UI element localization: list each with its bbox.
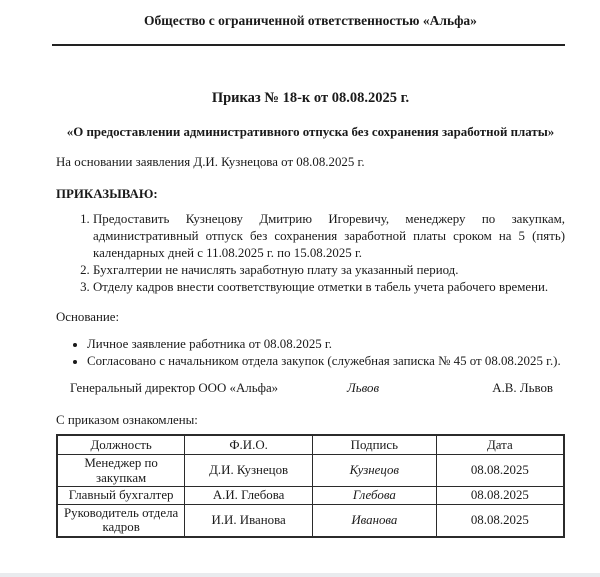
- cell-position: Руководитель отдела кадров: [57, 504, 185, 537]
- col-header-name: Ф.И.О.: [185, 435, 313, 455]
- cell-signature: Иванова: [313, 504, 437, 537]
- grounds-item-2: • Согласовано с начальником отдела закупок (служебная записка № 45 от 08.08.2025 г.).: [87, 353, 565, 370]
- col-header-signature: Подпись: [313, 435, 437, 455]
- table-row: [57, 487, 564, 505]
- director-name: А.В. Львов: [492, 381, 553, 395]
- col-header-position: Должность: [57, 435, 185, 455]
- cell-name: И.И. Иванова: [185, 504, 313, 537]
- cell-signature: Кузнецов: [313, 455, 437, 487]
- order-item-1: 1. Предоставить Кузнецову Дмитрию Игоревичу, менеджеру по закупкам, административный отпуск без сохранения заработной платы сроком на 5 (пять) календарных дней с 11.08.2025 г. по 15.08.2025 г.: [93, 211, 565, 262]
- table-row: [57, 455, 564, 487]
- order-item-3: 3. Отделу кадров внести соответствующие отметки в табель учета рабочего времени.: [93, 279, 565, 296]
- table-row: [57, 504, 564, 537]
- acknowledged-label: С приказом ознакомлены:: [56, 413, 198, 427]
- cell-name: Д.И. Кузнецов: [185, 455, 313, 487]
- director-position: Генеральный директор ООО «Альфа»: [70, 381, 279, 395]
- grounds-list: [56, 336, 565, 370]
- order-keyword: ПРИКАЗЫВАЮ:: [56, 187, 158, 201]
- header-divider: [52, 44, 565, 46]
- order-subject: «О предоставлении административного отпуска без сохранения заработной платы»: [66, 125, 555, 139]
- table-header-row: [57, 435, 564, 455]
- col-header-date: Дата: [436, 435, 564, 455]
- basis-line: На основании заявления Д.И. Кузнецова от 08.08.2025 г.: [56, 155, 365, 169]
- director-signature-row: [56, 380, 565, 397]
- cell-date: 08.08.2025: [436, 504, 564, 537]
- order-items-list: [56, 211, 565, 296]
- company-title: Общество с ограниченной ответственностью «Альфа»: [144, 13, 477, 28]
- cell-date: 08.08.2025: [436, 487, 564, 505]
- cell-name: А.И. Глебова: [185, 487, 313, 505]
- grounds-item-1: • Личное заявление работника от 08.08.2025 г.: [87, 336, 565, 353]
- cell-signature: Глебова: [313, 487, 437, 505]
- acknowledgement-table: [56, 434, 565, 538]
- director-signature: Львов: [347, 381, 380, 395]
- cell-position: Главный бухгалтер: [57, 487, 185, 505]
- page-bottom-edge: [0, 573, 600, 577]
- grounds-label: Основание:: [56, 310, 120, 324]
- cell-date: 08.08.2025: [436, 455, 564, 487]
- order-title: Приказ № 18-к от 08.08.2025 г.: [211, 90, 410, 106]
- cell-position: Менеджер по закупкам: [57, 455, 185, 487]
- order-item-2: 2. Бухгалтерии не начислять заработную плату за указанный период.: [93, 262, 565, 279]
